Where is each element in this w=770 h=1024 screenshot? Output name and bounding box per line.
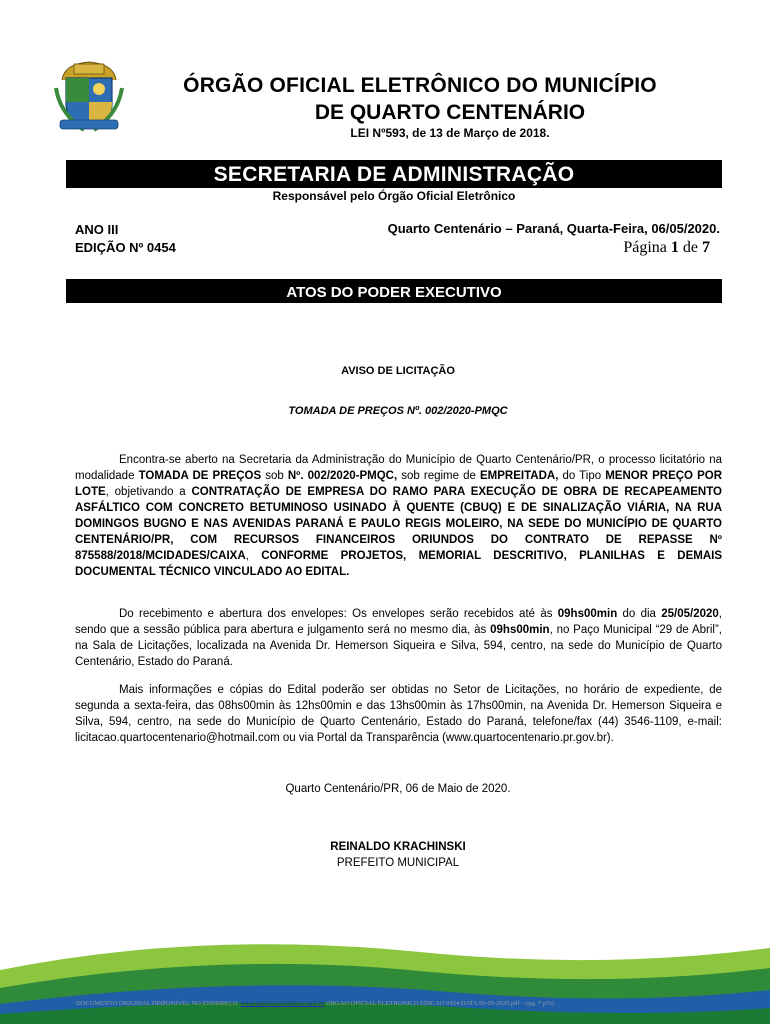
p1-conditions: CONFORME PROJETOS, MEMORIAL DESCRITIVO, PLANILHAS E DEMAIS DOCUMENTAL TÉCNICO VINCULADO AO EDITAL.: [75, 550, 722, 578]
p2-text-e: , sendo que a sessão pública para abertura e julgamento será no mesmo dia, às: [75, 608, 722, 636]
edition-year: ANO III: [75, 222, 119, 237]
notice-subheading: TOMADA DE PREÇOS Nº. 002/2020-PMQC: [288, 405, 508, 417]
p1-regime: EMPREITADA,: [480, 470, 559, 482]
section-banner: ATOS DO PODER EXECUTIVO: [66, 279, 722, 303]
page-total: 7: [702, 239, 710, 256]
page-word: Página: [623, 239, 667, 256]
p2-text-c: do dia: [617, 608, 662, 620]
law-reference: LEI Nº593, de 13 de Março de 2018.: [350, 126, 550, 140]
p2-text-a: Do recebimento e abertura dos envelopes: Os envelopes serão recebidos até às: [119, 608, 558, 620]
p2-time-receipt: 09hs00min: [557, 608, 618, 620]
notice-heading: AVISO DE LICITAÇÃO: [341, 365, 455, 377]
p2-time-session: 09hs00min: [490, 624, 550, 636]
edition-number: EDIÇÃO Nº 0454: [75, 240, 176, 255]
footer-wave-decoration: [0, 930, 770, 1024]
p1-modality: TOMADA DE PREÇOS: [138, 470, 262, 482]
secretaria-banner: SECRETARIA DE ADMINISTRAÇÃO: [66, 160, 722, 188]
p1-type: MENOR PREÇO POR LOTE: [75, 470, 723, 498]
footer-suffix: ORGAO OFICIAL ELETRONICO EDICAO 0454 DATA 06-05-2020.pdf – (pg. * p7s): [325, 1000, 555, 1007]
signer-name: REINALDO KRACHINSKI: [330, 841, 466, 853]
p1-process-number: Nº. 002/2020-PMQC,: [287, 470, 398, 482]
footer-link[interactable]: www.quartocentenario.pr.gov.br: [240, 1000, 325, 1007]
footer-prefix: DOCUMENTO ORIGINAL DISPONÍVEL NO ENDEREÇO:: [76, 1000, 239, 1007]
p3-text: Mais informações e cópias do Edital poderão ser obtidas no Setor de Licitações, no horário de expediente, de segunda a sexta-feira, das 08hs00min às 12hs00min e das 13hs00min às 17hs00min, na Avenida Dr. Hemerson Siqueira e Silva, 594, centro, na sede do Município de Quarto Centenário, Estado do Paraná, telefone/fax (44) 3546-1109, e-mail: licitacao.quartocentenario@hotmail.com ou via Portal da Transparência (www.quartocentenario.pr.gov.br).: [75, 684, 722, 744]
edition-info: [75, 221, 176, 257]
p1-text-g: do Tipo: [558, 470, 606, 482]
p1-text-a: Encontra-se aberto na Secretaria da Administração do Município de Quarto Centenário/PR, o processo licitatório na modalidade: [75, 454, 722, 482]
gazette-title-line1: ÓRGÃO OFICIAL ELETRÔNICO DO MUNICÍPIO: [183, 74, 657, 97]
gazette-title-line2: DE QUARTO CENTENÁRIO: [314, 101, 586, 124]
p2-date: 25/05/2020: [661, 608, 719, 620]
p1-text-k: ,: [245, 550, 262, 562]
footer-source: [76, 1000, 770, 1007]
p1-text-c: sob: [261, 470, 288, 482]
city-date: Quarto Centenário/PR, 06 de Maio de 2020.: [285, 783, 511, 795]
p1-object: CONTRATAÇÃO DE EMPRESA DO RAMO PARA EXECUÇÃO DE OBRA DE RECAPEAMENTO ASFÁLTICO COM CONCRETO BETUMINOSO USINADO À QUENTE (CBUQ) E DE SINALIZAÇÃO VIÁRIA, NA RUA DOMINGOS BUGNO E NAS AVENIDAS PARANÁ E PAULO REGIS MOLEIRO, NA SEDE DO MUNICÍPIO DE QUARTO CENTENÁRIO/PR, COM RECURSOS FINANCEIROS ORIUNDOS DO CONTRATO DE REPASSE Nº 875588/2018/MCIDADES/CAIXA: [75, 486, 722, 562]
responsible-subtitle: Responsável pelo Órgão Oficial Eletrônico: [272, 189, 516, 203]
page-of: de: [682, 239, 698, 256]
signer-role: PREFEITO MUNICIPAL: [336, 857, 460, 869]
notice-paragraph-1: [75, 452, 722, 580]
notice-paragraph-2: [75, 606, 722, 670]
p2-text-g: , no Paço Municipal “29 de Abril”, na Sala de Licitações, localizada na Avenida Dr. Hemerson Siqueira e Silva, 594, centro, na sede do Município de Quarto Centenário, Estado do Paraná.: [75, 624, 722, 668]
page-indicator: [623, 239, 710, 257]
place-date: Quarto Centenário – Paraná, Quarta-Feira, 06/05/2020.: [387, 221, 720, 236]
page-current: 1: [670, 239, 679, 256]
p1-text-i: , objetivando a: [105, 486, 192, 498]
municipal-crest-icon: [54, 58, 124, 134]
notice-paragraph-3: [75, 682, 722, 746]
p1-text-e: sob regime de: [397, 470, 481, 482]
